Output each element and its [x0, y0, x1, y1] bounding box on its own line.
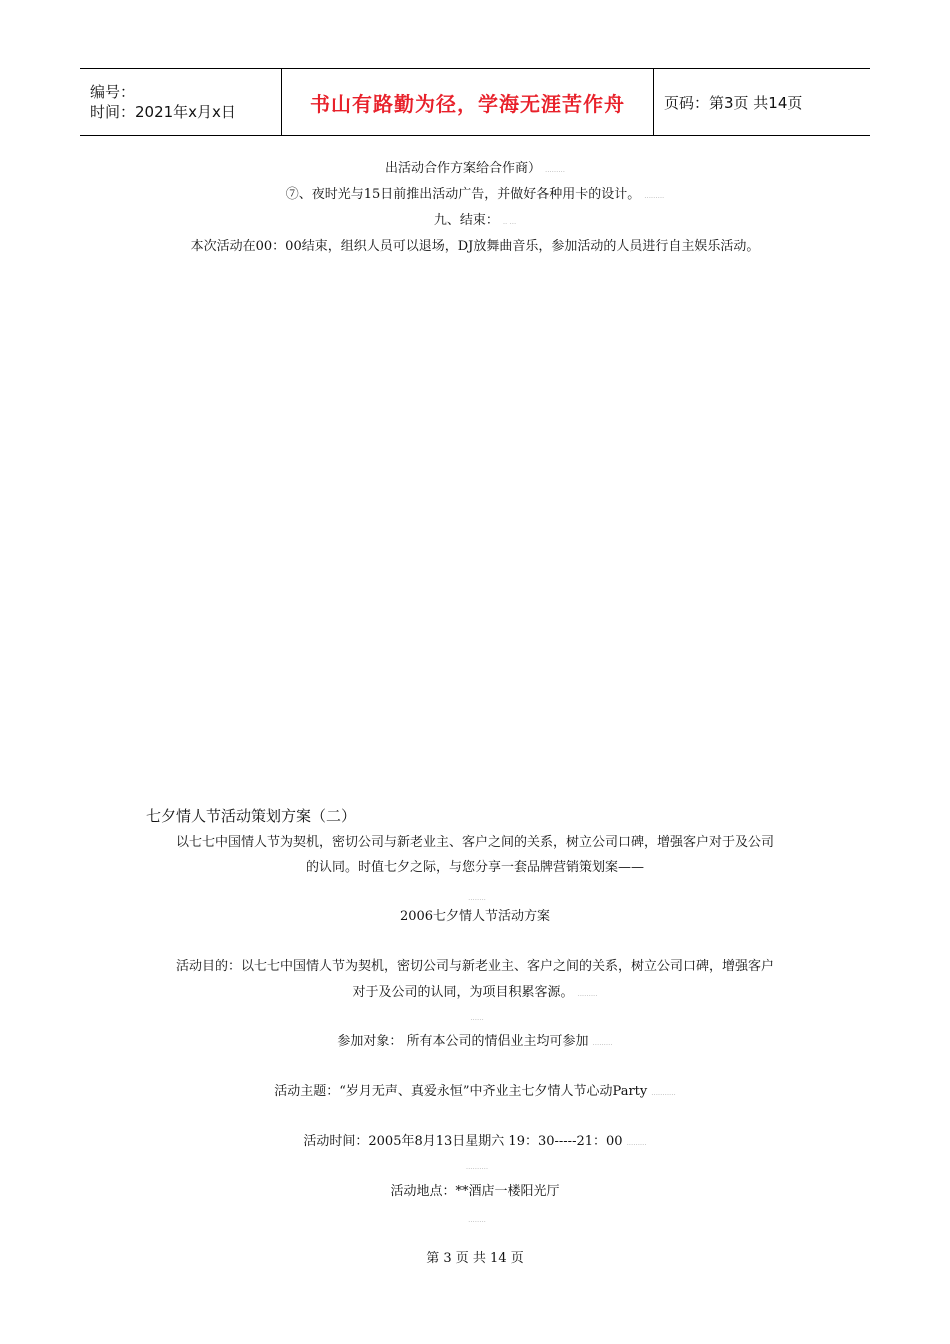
dot-separator: ...... [470, 1014, 484, 1022]
paragraph-line: 出活动合作方案给合作商） ......... [384, 161, 566, 176]
paragraph-line: 本次活动在00：00结束，组织人员可以退场，DJ放舞曲音乐，参加活动的人员进行自主娱乐活动。 [190, 239, 760, 254]
intro-line-1: 以七七中国情人节为契机，密切公司与新老业主、客户之间的关系，树立公司口碑，增强客户对于及公司 [175, 835, 774, 850]
number-label: 编号： [90, 83, 136, 101]
time-label: 时间：2021年x月x日 [90, 103, 236, 121]
time-line: 活动时间：2005年8月13日星期六 19：30-----21：00 ......... [303, 1134, 647, 1149]
header-motto-cell [281, 69, 654, 135]
purpose-line-1: 活动目的：以七七中国情人节为契机，密切公司与新老业主、客户之间的关系，树立公司口碑，增强客户 [175, 959, 774, 974]
page-header [80, 68, 870, 136]
theme-line: 活动主题：“岁月无声、真爱永恒”中齐业主七夕情人节心动Party ........... [274, 1084, 676, 1099]
page-label: 页码：第3页 共14页 [664, 93, 803, 112]
plan-title: 2006七夕情人节活动方案 [399, 909, 551, 924]
purpose-line-2: 对于及公司的认同，为项目积累客源。 ......... [352, 985, 598, 1000]
dot-separator: ........ [468, 1216, 486, 1224]
header-left-cell [80, 69, 281, 135]
intro-line-2: 的认同。时值七夕之际，与您分享一套品牌营销策划案—— [305, 860, 644, 875]
section-title: 七夕情人节活动策划方案（二） [146, 807, 357, 825]
header-right-cell [654, 69, 870, 135]
motto-text: 书山有路勤为径，学海无涯苦作舟 [310, 91, 625, 116]
dot-separator: ........ [468, 894, 486, 902]
paragraph-line: ⑦、夜时光与15日前推出活动广告，并做好各种用卡的设计。 ......... [285, 187, 665, 202]
paragraph-line: 九、结束： .. ... [433, 213, 517, 228]
dot-separator: .......... [465, 1163, 489, 1171]
target-line: 参加对象： 所有本公司的情侣业主均可参加 ......... [337, 1034, 613, 1049]
page-footer: 第 3 页 共 14 页 [426, 1251, 524, 1266]
place-line: 活动地点：**酒店一楼阳光厅 [390, 1184, 560, 1199]
